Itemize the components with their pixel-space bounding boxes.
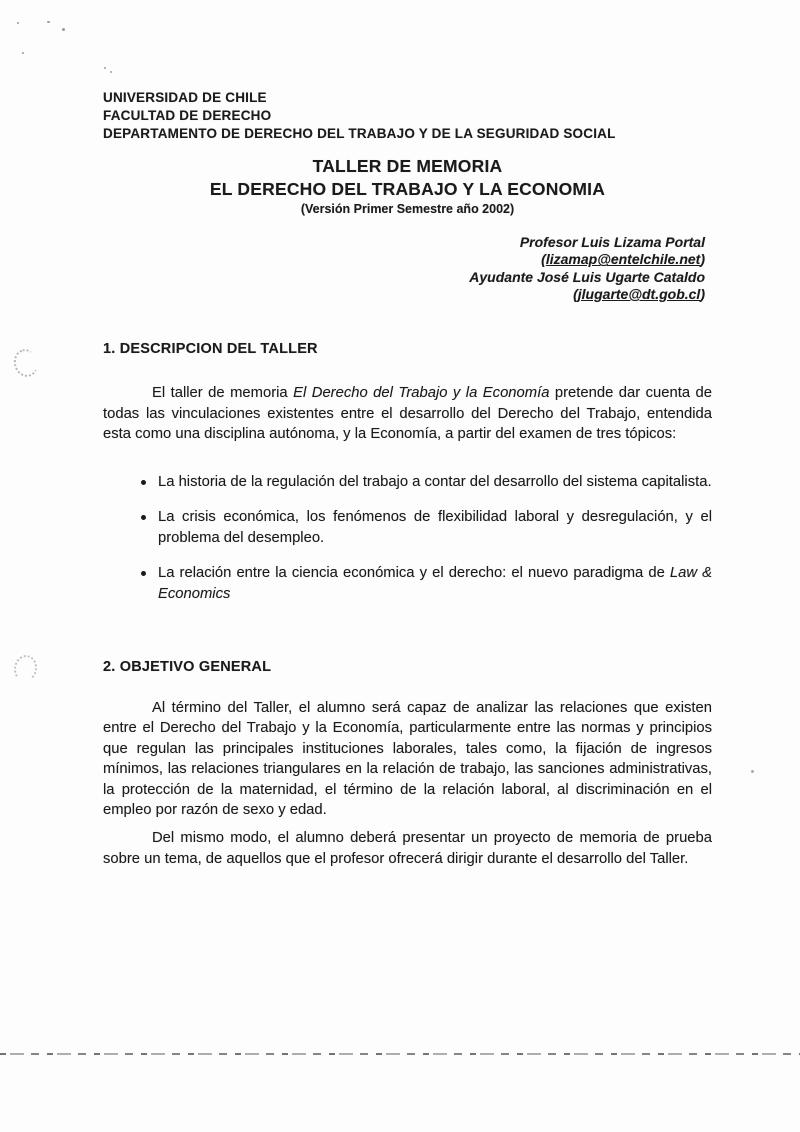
scan-ring-mark bbox=[11, 346, 41, 379]
scan-speck bbox=[104, 67, 106, 69]
list-item bbox=[103, 472, 712, 493]
scan-speck bbox=[751, 770, 754, 773]
paren: ( bbox=[573, 285, 578, 302]
intro-text-italic: El Derecho del Trabajo y la Economía bbox=[293, 385, 550, 401]
assistant-name: Ayudante José Luis Ugarte Cataldo bbox=[469, 268, 705, 285]
document-title-line2: EL DERECHO DEL TRABAJO Y LA ECONOMIA bbox=[209, 179, 606, 199]
institution-line-faculty: FACULTAD DE DERECHO bbox=[103, 108, 272, 123]
section2-heading: 2. OBJETIVO GENERAL bbox=[103, 659, 272, 675]
paren: ) bbox=[700, 285, 705, 302]
document-title-block bbox=[103, 155, 712, 217]
scan-speck bbox=[62, 28, 65, 31]
institution-line-department: DEPARTAMENTO DE DERECHO DEL TRABAJO Y DE LA SEGURIDAD SOCIAL bbox=[103, 126, 616, 141]
institution-header bbox=[103, 89, 723, 143]
assistant-email: jlugarte@dt.gob.cl bbox=[577, 285, 701, 302]
section1-intro-paragraph bbox=[103, 383, 712, 445]
assistant-email-line bbox=[205, 286, 705, 303]
bullet-text-italic: Law & Economics bbox=[158, 564, 713, 602]
professor-email: lizamap@entelchile.net bbox=[545, 251, 701, 268]
paren: ) bbox=[700, 251, 705, 268]
document-subtitle: (Versión Primer Semestre año 2002) bbox=[300, 202, 515, 216]
bullet-text: La relación entre la ciencia económica y el derecho: el nuevo paradigma de bbox=[158, 564, 670, 581]
scan-speck bbox=[17, 22, 19, 24]
bullet-text: La historia de la regulación del trabajo a contar del desarrollo del sistema capitalista. bbox=[158, 474, 712, 490]
bullet-icon bbox=[141, 480, 146, 485]
professor-email-line bbox=[205, 251, 705, 268]
scan-speck bbox=[110, 71, 112, 73]
institution-line-university: UNIVERSIDAD DE CHILE bbox=[103, 90, 267, 105]
document-title-line1: TALLER DE MEMORIA bbox=[312, 156, 503, 176]
scan-speck bbox=[47, 21, 50, 23]
credits-block bbox=[205, 234, 705, 303]
list-item bbox=[103, 563, 712, 605]
scan-ring-mark bbox=[12, 653, 39, 684]
bullet-icon bbox=[141, 515, 146, 520]
section2-paragraph-2: Del mismo modo, el alumno deberá presentar un proyecto de memoria de prueba sobre un tema, de aquellos que el profesor ofrecerá dirigir durante el desarrollo del Taller. bbox=[103, 830, 712, 867]
scan-speck bbox=[22, 52, 24, 54]
section2-paragraph-1: Al término del Taller, el alumno será capaz de analizar las relaciones que existen entre el Derecho del Trabajo y la Economía, particularmente entre las normas y principios que regulan las principales instituciones laborales, tales como, la fijación de ingresos mínimos, las relaciones triangulares en la relación de trabajo, las sanciones administrativas, la protección de la maternidad, el término de la relación laboral, al discriminación en el empleo por razón de sexo y edad. bbox=[103, 700, 712, 819]
list-item bbox=[103, 507, 712, 549]
paren: ( bbox=[541, 251, 546, 268]
bullet-icon bbox=[141, 571, 146, 576]
bullet-text: La crisis económica, los fenómenos de flexibilidad laboral y desregulación, y el problema del desempleo. bbox=[158, 508, 712, 546]
section1-heading: 1. DESCRIPCION DEL TALLER bbox=[103, 341, 318, 357]
professor-name: Profesor Luis Lizama Portal bbox=[519, 234, 705, 250]
topics-list bbox=[103, 472, 712, 619]
scan-dashed-line bbox=[0, 1053, 800, 1055]
intro-text-end: pretende dar cuenta de todas las vinculaciones existentes entre el desarrollo del Derecho del Trabajo, entendida esta como una disciplina autónoma, y la Economía, a partir del examen de tres tópicos: bbox=[103, 385, 712, 443]
intro-text-start: El taller de memoria bbox=[152, 385, 294, 401]
